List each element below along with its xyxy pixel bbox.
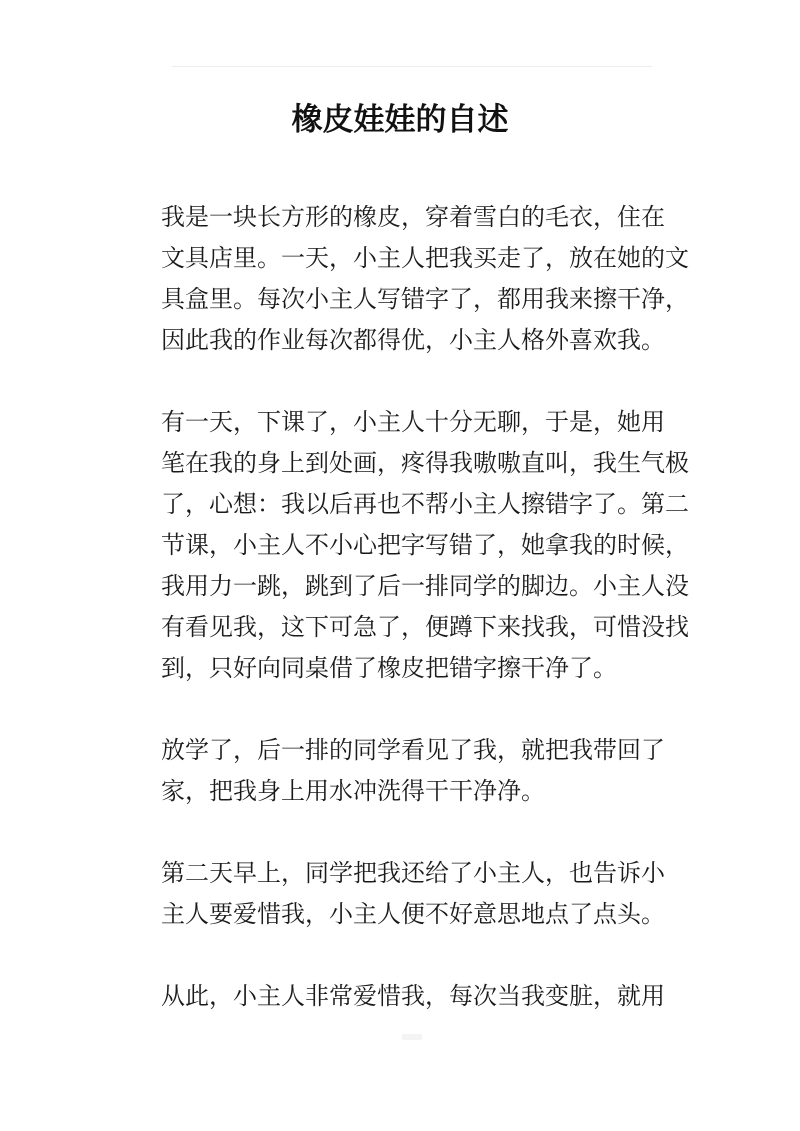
text-line: 我是一块长方形的橡皮，穿着雪白的毛衣，住在 (161, 203, 665, 231)
text-line: 具盒里。每次小主人写错字了，都用我来擦干净， (161, 285, 689, 313)
paragraph-3 (137, 730, 667, 812)
document-body (137, 197, 689, 1058)
header-divider (172, 66, 652, 67)
text-line: 有一天，下课了，小主人十分无聊，于是，她用 (161, 408, 665, 436)
paragraph-4 (137, 853, 667, 935)
text-line: 家，把我身上用水冲洗得干干净净。 (161, 777, 545, 805)
text-line: 放学了，后一排的同学看见了我，就把我带回了 (161, 736, 665, 764)
text-line: 主人要爱惜我，小主人便不好意思地点了点头。 (161, 900, 665, 928)
text-line: 笔在我的身上到处画，疼得我嗷嗷直叫，我生气极 (161, 449, 689, 477)
paragraph-2 (137, 402, 689, 689)
text-line: 了，心想：我以后再也不帮小主人擦错字了。第二 (161, 490, 689, 518)
paragraph-1 (137, 197, 689, 361)
text-line: 因此我的作业每次都得优，小主人格外喜欢我。 (161, 326, 665, 354)
page-artifact (402, 1034, 422, 1040)
paragraph-5 (137, 976, 667, 1017)
text-line: 到，只好向同桌借了橡皮把错字擦干净了。 (161, 654, 617, 682)
text-line: 节课，小主人不小心把字写错了，她拿我的时候， (161, 531, 689, 559)
document-title: 橡皮娃娃的自述 (291, 102, 509, 138)
text-line: 文具店里。一天，小主人把我买走了，放在她的文 (161, 244, 689, 272)
text-line: 第二天早上，同学把我还给了小主人，也告诉小 (161, 859, 665, 887)
text-line: 从此，小主人非常爱惜我，每次当我变脏，就用 (161, 982, 665, 1010)
text-line: 我用力一跳，跳到了后一排同学的脚边。小主人没 (161, 572, 689, 600)
text-line: 有看见我，这下可急了，便蹲下来找我，可惜没找 (161, 613, 689, 641)
